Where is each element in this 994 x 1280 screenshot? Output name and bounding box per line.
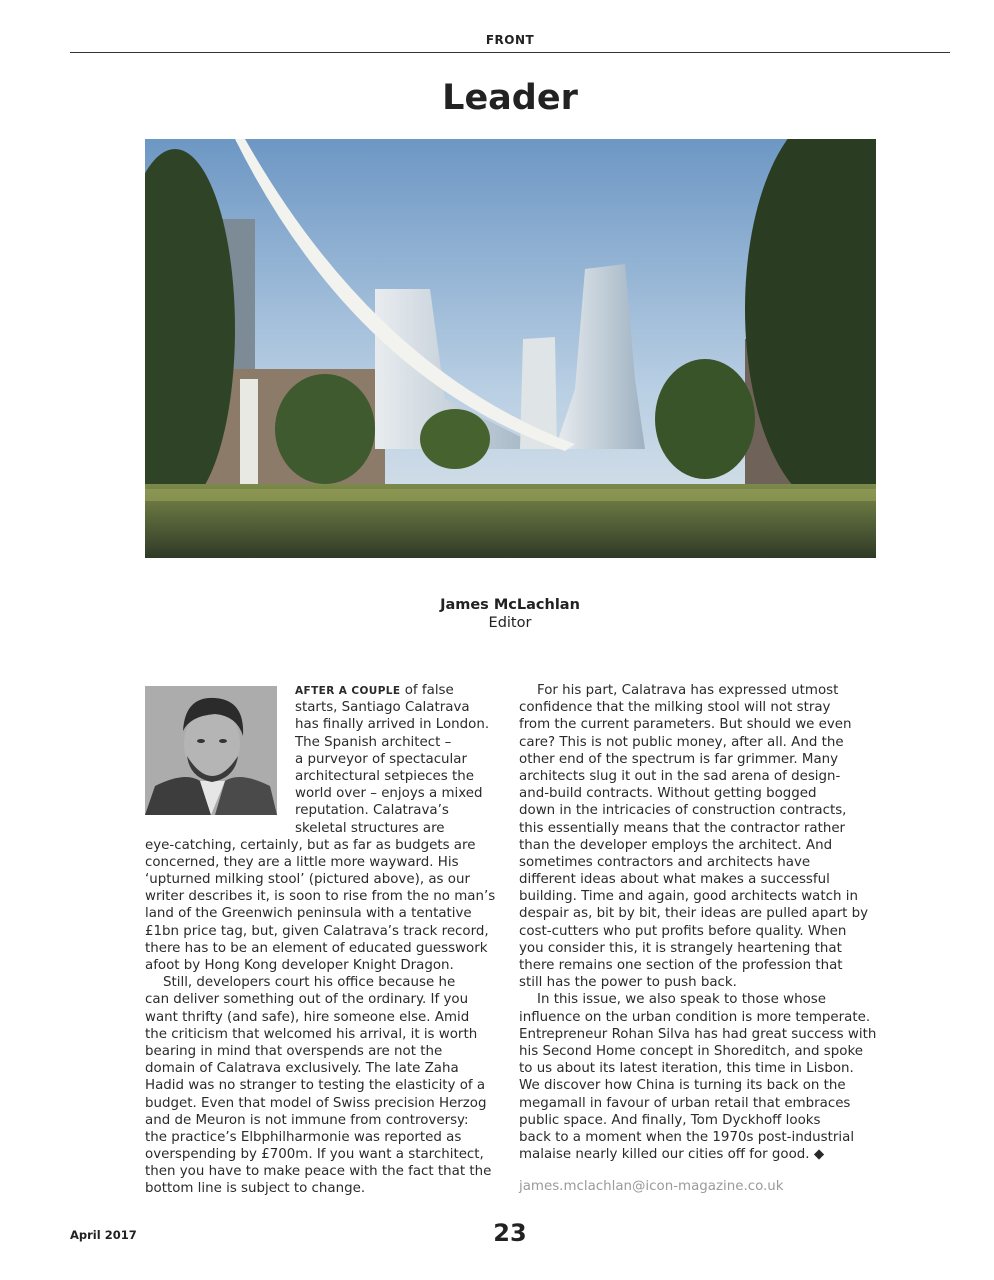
text-line-content: of false <box>400 683 454 698</box>
text-line <box>145 1095 495 1112</box>
text-line: than the developer employs the architect. And <box>519 837 833 853</box>
text-line <box>145 837 495 854</box>
text-line-content: Hadid was no stranger to testing the elasticity of a <box>145 1078 486 1094</box>
text-line: despair as, bit by bit, their ideas are pulled apart by <box>519 906 869 922</box>
text-line: megamall in favour of urban retail that embraces <box>519 1095 851 1111</box>
text-line-content: writer describes it, is soon to rise from the no man’s <box>145 889 496 905</box>
text-line-content: afoot by Hong Kong developer Knight Dragon. <box>145 958 454 973</box>
header-rule <box>70 52 950 53</box>
text-line <box>145 974 495 991</box>
section-label: FRONT <box>485 33 535 47</box>
text-line <box>145 1129 495 1146</box>
text-line <box>145 854 495 871</box>
text-line: other end of the spectrum is far grimmer. Many <box>519 751 839 767</box>
text-line: confidence that the milking stool will not stray <box>519 700 831 716</box>
text-line: We discover how China is turning its back on the <box>519 1078 846 1094</box>
text-line: down in the intricacies of construction contracts, <box>519 803 847 819</box>
text-line-content: land of the Greenwich peninsula with a tentative <box>145 906 472 922</box>
issue-date: April 2017 <box>70 1228 137 1242</box>
text-line <box>145 751 495 768</box>
text-line <box>145 802 495 819</box>
text-line: this essentially means that the contractor rather <box>519 820 846 836</box>
text-line-content: Still, developers court his office because he <box>163 975 456 991</box>
text-line: Entrepreneur Rohan Silva has had great success with <box>519 1026 877 1042</box>
lead-in: AFTER A COUPLE <box>295 685 401 697</box>
text-line <box>145 820 495 837</box>
text-line: building. Time and again, good architects watch in <box>519 889 858 905</box>
text-line: his Second Home concept in Shoreditch, and spoke <box>519 1043 863 1059</box>
text-line-content: world over – enjoys a mixed <box>295 786 483 802</box>
text-line-content: reputation. Calatrava’s <box>295 803 449 819</box>
text-line <box>145 1009 495 1026</box>
text-line-content: want thrifty (and safe), hire someone else. Amid <box>145 1009 470 1025</box>
text-line-content: can deliver something out of the ordinary. If you <box>145 992 469 1008</box>
text-line-content: the criticism that welcomed his arrival, it is worth <box>145 1026 478 1042</box>
text-line <box>145 785 495 802</box>
text-line-content: The Spanish architect – <box>295 734 452 750</box>
page-number: 23 <box>493 1219 527 1247</box>
text-line: different ideas about what makes a successful <box>519 872 830 888</box>
text-line: there remains one section of the profession that <box>519 958 843 973</box>
text-line-content: starts, Santiago Calatrava <box>295 700 470 716</box>
text-line <box>145 1043 495 1060</box>
text-line: cost-cutters who put profits before quality. When <box>519 923 847 939</box>
text-line-content: ‘upturned milking stool’ (pictured above), as our <box>145 872 470 888</box>
author-email-link[interactable]: james.mclachlan@icon-magazine.co.uk <box>519 1179 784 1194</box>
text-line: influence on the urban condition is more temperate. <box>519 1009 871 1025</box>
text-line <box>145 1180 495 1197</box>
text-line: to us about its latest iteration, this time in Lisbon. <box>519 1061 854 1077</box>
text-line-content: concerned, they are a little more wayward. His <box>145 854 459 870</box>
text-line <box>145 940 495 957</box>
text-line: sometimes contractors and architects have <box>519 854 811 870</box>
text-line <box>145 888 495 905</box>
text-line <box>145 1146 495 1163</box>
text-line: still has the power to push back. <box>519 975 737 991</box>
author-role: Editor <box>488 615 532 631</box>
text-line <box>145 734 495 751</box>
text-line <box>145 1112 495 1129</box>
text-line: from the current parameters. But should we even <box>519 717 852 733</box>
text-line <box>145 1077 495 1094</box>
text-line-content: has finally arrived in London. <box>295 717 490 733</box>
text-line: back to a moment when the 1970s post-industrial <box>519 1129 855 1145</box>
text-line <box>145 768 495 785</box>
text-line <box>145 1163 495 1180</box>
text-line-content: budget. Even that model of Swiss precision Herzog <box>145 1095 487 1111</box>
text-line <box>145 1026 495 1043</box>
text-line-content: and de Meuron is not immune from controversy: <box>145 1112 469 1128</box>
article-right-column <box>519 682 876 1163</box>
text-line-content: architectural setpieces the <box>295 768 474 784</box>
text-line: and-build contracts. Without getting bogged <box>519 786 817 802</box>
article-left-column <box>145 682 495 1198</box>
text-line: architects slug it out in the sad arena of design- <box>519 768 841 784</box>
text-line-content: overspending by £700m. If you want a starchitect, <box>145 1147 484 1163</box>
text-line-content: skeletal structures are <box>295 820 445 836</box>
text-line <box>145 923 495 940</box>
text-line <box>145 957 495 974</box>
text-line-content: bearing in mind that overspends are not the <box>145 1043 443 1059</box>
text-line <box>145 699 495 716</box>
byline <box>0 596 994 632</box>
text-line: malaise nearly killed our cities off for good. ◆ <box>519 1147 825 1163</box>
text-line <box>145 871 495 888</box>
text-line-content: £1bn price tag, but, given Calatrava’s track record, <box>145 923 489 939</box>
text-line: you consider this, it is strangely heartening that <box>519 940 842 956</box>
text-line: For his part, Calatrava has expressed utmost <box>537 683 839 698</box>
page-title: Leader <box>442 78 578 118</box>
text-line-content: eye-catching, certainly, but as far as budgets are <box>145 837 476 853</box>
text-line: public space. And finally, Tom Dyckhoff looks <box>519 1112 821 1128</box>
text-line-content: a purveyor of spectacular <box>295 751 467 767</box>
text-line-content: domain of Calatrava exclusively. The late Zaha <box>145 1061 459 1077</box>
text-line <box>145 991 495 1008</box>
text-line-content: the practice’s Elbphilharmonie was reported as <box>145 1129 462 1145</box>
text-line-content: then you have to make peace with the fact that the <box>145 1164 492 1180</box>
text-line <box>145 1060 495 1077</box>
author-name: James McLachlan <box>440 597 580 613</box>
text-line: In this issue, we also speak to those whose <box>537 992 826 1008</box>
text-line-content: bottom line is subject to change. <box>145 1181 366 1197</box>
text-line: care? This is not public money, after all. And the <box>519 734 844 750</box>
text-line <box>145 716 495 733</box>
text-line-content: there has to be an element of educated guesswork <box>145 940 488 956</box>
text-line <box>145 905 495 922</box>
hero-image <box>145 139 876 558</box>
text-line <box>145 682 495 699</box>
